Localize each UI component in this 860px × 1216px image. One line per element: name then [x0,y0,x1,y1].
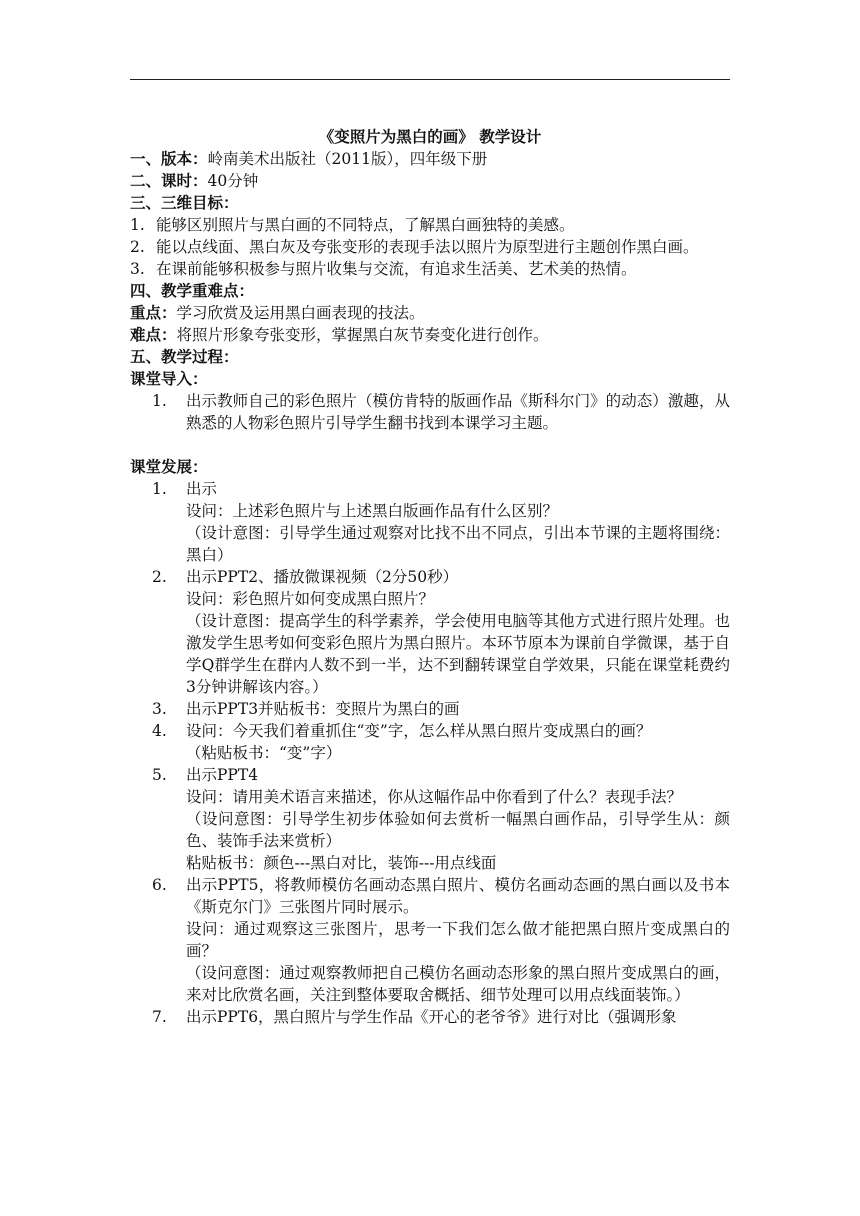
development-item-note: （设问意图：引导学生初步体验如何去赏析一幅黑白画作品，引导学生从：颜色、装饰手法来赏析） [186,810,730,850]
development-item-number: 4. [152,722,167,740]
development-item [130,478,730,566]
development-item-note: 设问：彩色照片如何变成黑白照片？ [186,590,435,608]
development-item-number: 3. [152,700,167,718]
goal-text: 能够区别照片与黑白画的不同特点，了解黑白画独特的美感。 [156,216,575,234]
development-item-number: 6. [152,876,167,894]
development-item-number: 5. [152,766,167,784]
intro-item-number: 1. [152,392,167,410]
period-value: 40分钟 [207,172,259,190]
period-label: 二、课时： [130,171,208,190]
development-item-number: 2. [152,568,167,586]
development-item-note: （设问意图：通过观察教师把自己模仿名画动态形象的黑白照片变成黑白的画，来对比欣赏名画，关注到整体要取舍概括、细节处理可以用点线面装饰。） [186,964,730,1004]
development-item-text: 出示PPT3并贴板书：变照片为黑白的画 [186,700,460,718]
development-item [130,1006,730,1028]
development-item-text: 出示PPT6，黑白照片与学生作品《开心的老爷爷》进行对比（强调形象 [186,1008,677,1026]
difficult-point-text: 将照片形象夸张变形，掌握黑白灰节奏变化进行创作。 [176,326,549,344]
development-item-number: 7. [152,1008,167,1026]
document-body [130,126,730,1028]
goal-text: 能以点线面、黑白灰及夸张变形的表现手法以照片为原型进行主题创作黑白画。 [156,238,699,256]
key-point-text: 学习欣赏及运用黑白画表现的技法。 [176,304,425,322]
development-item-note: （设计意图：引导学生通过观察对比找不出不同点，引出本节课的主题将围绕：黑白） [186,524,730,564]
difficult-point-label: 难点： [130,325,177,344]
edition-line [130,148,730,170]
goal-item [130,258,730,280]
intro-heading: 课堂导入： [130,369,208,388]
development-item-number: 1. [152,480,167,498]
goal-number: 1. [130,216,145,234]
development-item-text: 设问：今天我们着重抓住“变”字，怎么样从黑白照片变成黑白的画？ [186,722,652,740]
key-difficult-heading: 四、教学重难点： [130,281,255,300]
section-gap [130,434,730,456]
intro-list [130,390,730,434]
development-item-note: 设问：上述彩色照片与上述黑白版画作品有什么区别？ [186,502,559,520]
development-item [130,764,730,874]
edition-value: 岭南美术出版社（2011版），四年级下册 [207,150,488,168]
goals-heading: 三、三维目标： [130,193,239,212]
development-heading: 课堂发展： [130,457,208,476]
goal-text: 在课前能够积极参与照片收集与交流，有追求生活美、艺术美的热情。 [156,260,637,278]
key-point-label: 重点： [130,303,177,322]
key-point-line [130,302,730,324]
development-item-note: 粘贴板书：颜色---黑白对比，装饰---用点线面 [186,854,497,872]
development-item-note: 设问：请用美术语言来描述，你从这幅作品中你看到了什么？表现手法？ [186,788,683,806]
edition-label: 一、版本： [130,149,208,168]
development-item [130,874,730,1006]
development-item-body [186,566,730,698]
goal-number: 2. [130,238,145,256]
development-item-text: 出示PPT4 [186,766,259,784]
development-item-body [186,720,730,764]
intro-item [130,390,730,434]
development-item-text: 出示PPT5，将教师模仿名画动态黑白照片、模仿名画动态画的黑白画以及书本《斯克尔门》三张图片同时展示。 [186,876,730,916]
development-item-note: （粘贴板书：“变”字） [186,744,342,762]
development-item-note: 设问：通过观察这三张图片，思考一下我们怎么做才能把黑白照片变成黑白的画？ [186,920,730,960]
process-heading: 五、教学过程： [130,347,239,366]
intro-item-text: 出示教师自己的彩色照片（模仿肯特的版画作品《斯科尔门》的动态）激趣，从熟悉的人物彩色照片引导学生翻书找到本课学习主题。 [186,392,730,432]
goal-number: 3. [130,260,145,278]
development-item [130,698,730,720]
development-item-note: （设计意图：提高学生的科学素养，学会使用电脑等其他方式进行照片处理。也激发学生思考如何变彩色照片为黑白照片。本环节原本为课前自学微课，基于自学Q群学生在群内人数不到一半，达不到翻转课堂自学效果，只能在课堂耗费约3分钟讲解该内容。） [186,612,730,696]
development-item-body [186,764,730,874]
development-item-body [186,874,730,1006]
goal-item [130,236,730,258]
period-line [130,170,730,192]
development-item [130,720,730,764]
development-item-body [186,698,730,720]
development-item-text: 出示 [186,480,218,498]
development-item-text: 出示PPT2、播放微课视频（2分50秒） [186,568,459,586]
development-list [130,478,730,1028]
development-item [130,566,730,698]
development-item-body [186,478,730,566]
development-item-body [186,1006,730,1028]
goals-list [130,214,730,280]
goal-item [130,214,730,236]
header-rule [130,79,730,80]
difficult-point-line [130,324,730,346]
document-title: 《变照片为黑白的画》 教学设计 [318,127,542,146]
